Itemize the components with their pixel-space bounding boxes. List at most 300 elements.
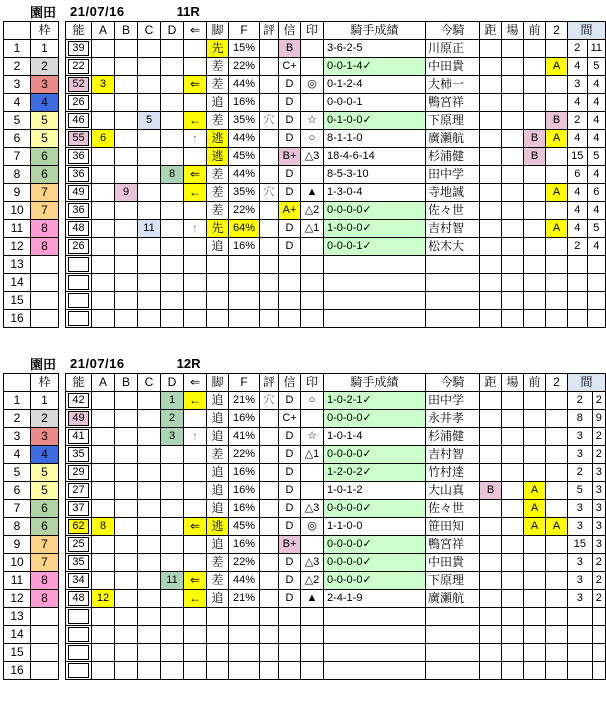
kishu-seiseki: 1-0-1-4 [324, 428, 426, 446]
arrow-icon [184, 554, 207, 572]
waku-cell: 1 [31, 40, 59, 58]
column-header: 能 [66, 22, 92, 40]
waku-cell: 8 [31, 238, 59, 256]
row-number: 6 [4, 130, 31, 148]
arrow-icon [184, 238, 207, 256]
jockey-name: 杉浦健 [426, 148, 480, 166]
table-row [4, 608, 606, 626]
mark-cell: ☆ [301, 112, 324, 130]
f-percent: 16% [229, 482, 260, 500]
f-percent [229, 310, 260, 328]
row-number: 2 [4, 410, 31, 428]
table-row [4, 644, 606, 662]
race-block-11r [3, 2, 606, 328]
nou-cell [66, 238, 92, 256]
arrow-icon [184, 644, 207, 662]
cell-c [138, 518, 161, 536]
block-gap [59, 392, 66, 410]
row-number: 16 [4, 310, 31, 328]
cell-a [92, 500, 115, 518]
row-number: 4 [4, 446, 31, 464]
table-row [4, 58, 606, 76]
hyo-cell [260, 130, 279, 148]
aida-2 [587, 292, 605, 310]
jockey-name: 吉村智 [426, 446, 480, 464]
mark-cell [301, 238, 324, 256]
mark-cell [301, 536, 324, 554]
mae-cell [524, 76, 546, 94]
mark-cell: ◎ [301, 76, 324, 94]
cell-d [161, 536, 184, 554]
column-header: B [115, 374, 138, 392]
nou-box: 49 [68, 411, 89, 426]
column-header: 距 [480, 22, 502, 40]
race-number: 11R [176, 3, 200, 19]
kishu-seiseki: 2-4-1-9 [324, 590, 426, 608]
row-number: 12 [4, 238, 31, 256]
column-header: 印 [301, 374, 324, 392]
cell-d: 8 [161, 166, 184, 184]
hyo-cell [260, 238, 279, 256]
waku-cell [31, 256, 59, 274]
aida-2: 2 [592, 428, 605, 446]
cell-a [92, 482, 115, 500]
jockey-name: 寺地誠 [426, 184, 480, 202]
aida-1: 3 [568, 500, 593, 518]
two-cell [546, 428, 568, 446]
nou-cell [66, 76, 92, 94]
f-percent [229, 274, 260, 292]
hyo-cell: 穴 [260, 112, 279, 130]
two-cell [546, 238, 568, 256]
f-percent: 21% [229, 392, 260, 410]
waku-cell: 6 [31, 148, 59, 166]
arrow-icon [184, 536, 207, 554]
cell-a [92, 58, 115, 76]
two-cell: A [546, 518, 568, 536]
two-cell [546, 310, 568, 328]
aida-2 [587, 310, 605, 328]
cell-c [138, 94, 161, 112]
aida-1 [568, 256, 588, 274]
row-number: 13 [4, 608, 31, 626]
nou-box: 55 [68, 131, 89, 146]
waku-cell [31, 644, 59, 662]
race-block-12r [3, 354, 606, 680]
cell-c [138, 410, 161, 428]
cell-c [138, 202, 161, 220]
waku-cell: 4 [31, 446, 59, 464]
two-cell [546, 292, 568, 310]
cell-b [115, 590, 138, 608]
table-row [4, 184, 606, 202]
kishu-seiseki [324, 662, 426, 680]
cell-a [92, 310, 115, 328]
mark-cell: ○ [301, 392, 324, 410]
row-number: 10 [4, 202, 31, 220]
kyo-cell [480, 94, 502, 112]
ba-cell [502, 274, 524, 292]
hyo-cell [260, 58, 279, 76]
kishu-seiseki: 0-0-0-0✓ [324, 554, 426, 572]
arrow-icon [184, 482, 207, 500]
two-cell [546, 392, 568, 410]
arrow-icon: ⇐ [184, 166, 207, 184]
shin-cell: D [279, 220, 301, 238]
cell-b [115, 76, 138, 94]
ba-cell [502, 310, 524, 328]
mae-cell [524, 572, 546, 590]
f-percent: 44% [229, 166, 260, 184]
jockey-name: 下原理 [426, 112, 480, 130]
aida-2: 11 [587, 40, 605, 58]
two-cell [546, 608, 568, 626]
block-gap [59, 608, 66, 626]
f-percent: 22% [229, 58, 260, 76]
column-header: ⇐ [184, 22, 207, 40]
kyaku-cell: 逃 [207, 148, 229, 166]
table-row [4, 518, 606, 536]
cell-b [115, 274, 138, 292]
aida-1: 3 [568, 518, 593, 536]
kyaku-cell: 差 [207, 166, 229, 184]
hyo-cell [260, 428, 279, 446]
table-row [4, 464, 606, 482]
nou-cell [66, 428, 92, 446]
block-gap [59, 148, 66, 166]
nou-cell [66, 310, 92, 328]
two-cell [546, 572, 568, 590]
arrow-icon: ← [184, 392, 207, 410]
table-row [4, 202, 606, 220]
block-gap [59, 238, 66, 256]
waku-cell: 8 [31, 590, 59, 608]
cell-c [138, 274, 161, 292]
row-number: 14 [4, 626, 31, 644]
aida-1: 2 [568, 392, 593, 410]
aida-2: 3 [592, 500, 605, 518]
nou-box: 36 [68, 149, 89, 164]
cell-a [92, 392, 115, 410]
hyo-cell [260, 590, 279, 608]
arrow-icon [184, 148, 207, 166]
aida-1 [568, 292, 588, 310]
mae-cell: A [524, 500, 546, 518]
nou-box: 62 [68, 519, 89, 534]
cell-a [92, 446, 115, 464]
kyaku-cell [207, 662, 229, 680]
kishu-seiseki [324, 256, 426, 274]
hyo-cell [260, 292, 279, 310]
arrow-icon [184, 58, 207, 76]
f-percent [229, 256, 260, 274]
row-number: 11 [4, 220, 31, 238]
f-percent [229, 626, 260, 644]
column-header: ⇐ [184, 374, 207, 392]
mark-cell: △3 [301, 148, 324, 166]
shin-cell [279, 644, 301, 662]
cell-c [138, 554, 161, 572]
nou-box: 25 [68, 537, 89, 552]
hyo-cell [260, 482, 279, 500]
row-number: 2 [4, 58, 31, 76]
aida-2: 4 [587, 202, 605, 220]
block-gap [59, 58, 66, 76]
kyaku-cell [207, 310, 229, 328]
nou-cell [66, 536, 92, 554]
cell-d [161, 94, 184, 112]
table-row [4, 662, 606, 680]
kishu-seiseki: 18-4-6-14 [324, 148, 426, 166]
column-header: 場 [502, 22, 524, 40]
two-cell: A [546, 184, 568, 202]
mark-cell [301, 94, 324, 112]
race-date: 21/07/16 [70, 3, 125, 19]
mae-cell [524, 40, 546, 58]
kyaku-cell: 差 [207, 446, 229, 464]
aida-2: 5 [587, 58, 605, 76]
nou-cell [66, 130, 92, 148]
mark-cell [301, 256, 324, 274]
cell-b [115, 220, 138, 238]
cell-c [138, 392, 161, 410]
arrow-icon [184, 446, 207, 464]
nou-cell [66, 148, 92, 166]
block-gap [59, 518, 66, 536]
f-percent: 22% [229, 554, 260, 572]
nou-cell [66, 58, 92, 76]
cell-c: 5 [138, 112, 161, 130]
kishu-seiseki: 1-2-0-2✓ [324, 464, 426, 482]
kishu-seiseki: 0-1-0-0✓ [324, 112, 426, 130]
kyaku-cell: 差 [207, 112, 229, 130]
kishu-seiseki: 1-1-0-0 [324, 518, 426, 536]
cell-d [161, 58, 184, 76]
kyo-cell [480, 410, 502, 428]
jockey-name: 川原正 [426, 40, 480, 58]
kyo-cell [480, 58, 502, 76]
row-number: 15 [4, 292, 31, 310]
nou-box: 42 [68, 393, 89, 408]
ba-cell [502, 148, 524, 166]
block-gap [59, 310, 66, 328]
arrow-icon [184, 40, 207, 58]
ba-cell [502, 428, 524, 446]
cell-a [92, 238, 115, 256]
column-header: A [92, 374, 115, 392]
ba-cell [502, 608, 524, 626]
shin-cell: D [279, 518, 301, 536]
shin-cell: D [279, 446, 301, 464]
f-percent [229, 644, 260, 662]
cell-a: 3 [92, 76, 115, 94]
two-cell [546, 554, 568, 572]
cell-b [115, 238, 138, 256]
block-gap [59, 112, 66, 130]
kishu-seiseki: 1-0-2-1✓ [324, 392, 426, 410]
waku-cell [31, 292, 59, 310]
table-row [4, 428, 606, 446]
aida-1: 3 [568, 572, 593, 590]
hyo-cell [260, 608, 279, 626]
ba-cell [502, 292, 524, 310]
kyaku-cell: 差 [207, 184, 229, 202]
kyo-cell [480, 590, 502, 608]
table-row [4, 500, 606, 518]
f-percent [229, 292, 260, 310]
aida-2: 2 [592, 590, 605, 608]
f-percent: 41% [229, 428, 260, 446]
cell-b [115, 410, 138, 428]
aida-1: 2 [568, 40, 588, 58]
mae-cell [524, 274, 546, 292]
table-row [4, 590, 606, 608]
kyo-cell [480, 184, 502, 202]
mae-cell: B [524, 130, 546, 148]
cell-b [115, 662, 138, 680]
cell-b [115, 58, 138, 76]
aida-2: 2 [592, 572, 605, 590]
arrow-icon [184, 608, 207, 626]
block-gap [59, 274, 66, 292]
table-row [4, 40, 606, 58]
cell-d [161, 554, 184, 572]
race-table-11r [3, 21, 606, 328]
table-row [4, 94, 606, 112]
jockey-name: 佐々世 [426, 500, 480, 518]
arrow-icon [184, 292, 207, 310]
table-row [4, 166, 606, 184]
block-gap [59, 446, 66, 464]
aida-2: 3 [592, 464, 605, 482]
arrow-icon [184, 274, 207, 292]
cell-b [115, 644, 138, 662]
cell-a [92, 202, 115, 220]
ba-cell [502, 590, 524, 608]
jockey-name: 吉村智 [426, 220, 480, 238]
hyo-cell [260, 536, 279, 554]
aida-2: 5 [587, 148, 605, 166]
column-header: 脚 [207, 22, 229, 40]
cell-c [138, 58, 161, 76]
waku-cell: 7 [31, 554, 59, 572]
block-gap [59, 410, 66, 428]
kyo-cell [480, 148, 502, 166]
aida-2: 4 [587, 238, 605, 256]
cell-d: 11 [161, 572, 184, 590]
jockey-name: 杉浦健 [426, 428, 480, 446]
mark-cell [301, 482, 324, 500]
jockey-name [426, 626, 480, 644]
mark-cell: △3 [301, 554, 324, 572]
table-row [4, 392, 606, 410]
nou-box: 27 [68, 483, 89, 498]
kishu-seiseki [324, 274, 426, 292]
two-cell [546, 662, 568, 680]
two-cell: A [546, 130, 568, 148]
shin-cell: D [279, 76, 301, 94]
nou-box: 22 [68, 59, 89, 74]
cell-c [138, 238, 161, 256]
arrow-icon [184, 202, 207, 220]
cell-b [115, 166, 138, 184]
arrow-icon [184, 464, 207, 482]
waku-cell [31, 274, 59, 292]
cell-c [138, 536, 161, 554]
cell-d [161, 644, 184, 662]
kyaku-cell: 差 [207, 76, 229, 94]
kishu-seiseki: 1-3-0-4 [324, 184, 426, 202]
cell-b [115, 310, 138, 328]
column-header: D [161, 374, 184, 392]
f-percent: 21% [229, 590, 260, 608]
jockey-name [426, 644, 480, 662]
ba-cell [502, 500, 524, 518]
cell-d [161, 464, 184, 482]
two-cell [546, 464, 568, 482]
row-number: 1 [4, 40, 31, 58]
kyo-cell [480, 644, 502, 662]
cell-c [138, 446, 161, 464]
table-row [4, 130, 606, 148]
kyo-cell [480, 310, 502, 328]
jockey-name: 笹田知 [426, 518, 480, 536]
kyo-cell [480, 392, 502, 410]
mae-cell [524, 554, 546, 572]
waku-cell: 6 [31, 518, 59, 536]
kishu-seiseki: 0-0-0-0✓ [324, 446, 426, 464]
ba-cell [502, 220, 524, 238]
kishu-seiseki: 0-0-0-0✓ [324, 572, 426, 590]
cell-b [115, 518, 138, 536]
table-row [4, 572, 606, 590]
row-number: 6 [4, 482, 31, 500]
column-header: 2 [546, 22, 568, 40]
mark-cell [301, 626, 324, 644]
kyo-cell [480, 130, 502, 148]
jockey-name: 下原理 [426, 572, 480, 590]
column-header [4, 374, 31, 392]
kyaku-cell [207, 274, 229, 292]
cell-a [92, 292, 115, 310]
ba-cell [502, 644, 524, 662]
ba-cell [502, 94, 524, 112]
shin-cell: D [279, 554, 301, 572]
cell-c [138, 644, 161, 662]
aida-1: 2 [568, 112, 588, 130]
kyo-cell [480, 40, 502, 58]
race-date: 21/07/16 [70, 355, 125, 371]
nou-box: 52 [68, 77, 89, 92]
jockey-name [426, 274, 480, 292]
ba-cell [502, 184, 524, 202]
aida-2: 4 [587, 94, 605, 112]
cell-b [115, 148, 138, 166]
block-gap [59, 256, 66, 274]
nou-box: 35 [68, 555, 89, 570]
aida-1 [568, 644, 593, 662]
ba-cell [502, 40, 524, 58]
shin-cell: D [279, 500, 301, 518]
kyo-cell [480, 536, 502, 554]
kishu-seiseki [324, 644, 426, 662]
shin-cell [279, 256, 301, 274]
aida-2: 3 [592, 536, 605, 554]
column-header [4, 22, 31, 40]
nou-box [68, 663, 89, 678]
cell-d [161, 76, 184, 94]
block-gap [59, 76, 66, 94]
